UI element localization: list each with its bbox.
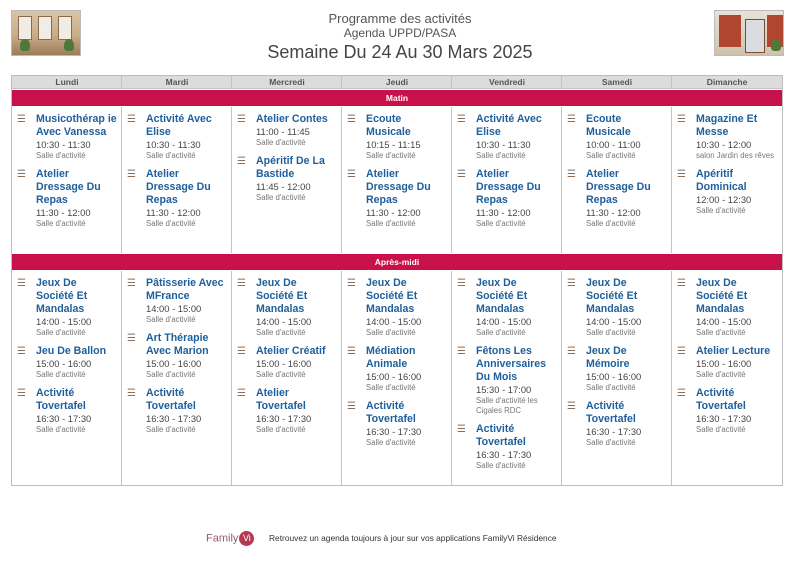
- activity-icon: ☰: [457, 169, 466, 180]
- activity-item[interactable]: [672, 345, 777, 380]
- activity-time: 15:00 - 16:00: [366, 371, 422, 382]
- activity-item[interactable]: [672, 113, 777, 161]
- activity-title: Jeux De Société Et Mandalas: [366, 277, 418, 315]
- activity-icon: ☰: [347, 346, 356, 357]
- activity-time: 14:00 - 15:00: [36, 316, 92, 327]
- morning-cell-vendredi: [452, 107, 561, 236]
- activity-location: Salle d'activité: [146, 219, 196, 228]
- activity-item[interactable]: [12, 387, 117, 435]
- activity-icon: ☰: [567, 401, 576, 412]
- activity-location: Salle d'activité: [586, 151, 636, 160]
- morning-cell-dimanche: [672, 107, 781, 223]
- activity-title: Atelier Tovertafel: [256, 387, 306, 412]
- activity-location: Salle d'activité: [586, 438, 636, 447]
- activity-icon: ☰: [237, 346, 246, 357]
- activity-item[interactable]: [672, 168, 777, 216]
- activity-item[interactable]: [232, 345, 337, 380]
- activity-title: Musicothérap ie Avec Vanessa: [36, 113, 117, 138]
- afternoon-cell-jeudi: [342, 271, 451, 455]
- activity-time: 16:30 - 17:30: [696, 413, 752, 424]
- activity-location: Salle d'activité: [256, 193, 306, 202]
- activity-icon: ☰: [677, 346, 686, 357]
- activity-location: Salle d'activité: [36, 219, 86, 228]
- activity-icon: ☰: [457, 346, 466, 357]
- activity-time: 10:30 - 12:00: [696, 139, 752, 150]
- activity-location: Salle d'activité: [476, 328, 526, 337]
- activity-title: Jeux De Société Et Mandalas: [476, 277, 528, 315]
- activity-time: 15:30 - 17:00: [476, 384, 532, 395]
- activity-location: Salle d'activité: [476, 461, 526, 470]
- activity-time: 16:30 - 17:30: [366, 426, 422, 437]
- activity-item[interactable]: [562, 400, 667, 448]
- activity-location: Salle d'activité: [36, 425, 86, 434]
- activity-time: 16:30 - 17:30: [36, 413, 92, 424]
- activity-icon: ☰: [677, 169, 686, 180]
- activity-time: 11:30 - 12:00: [586, 207, 641, 218]
- activity-item[interactable]: [12, 113, 117, 161]
- activity-icon: ☰: [127, 114, 136, 125]
- activity-title: Atelier Dressage Du Repas: [586, 168, 651, 206]
- activity-icon: ☰: [127, 278, 136, 289]
- column-divider: [341, 76, 342, 89]
- activity-location: Salle d'activité: [366, 219, 416, 228]
- activity-time: 10:30 - 11:30: [146, 139, 201, 150]
- activity-icon: ☰: [567, 278, 576, 289]
- activity-item[interactable]: [562, 345, 667, 393]
- activity-title: Pâtisserie Avec MFrance: [146, 277, 224, 302]
- column-divider: [451, 76, 452, 89]
- activity-time: 16:30 - 17:30: [586, 426, 642, 437]
- activity-icon: ☰: [237, 278, 246, 289]
- activity-title: Jeux De Société Et Mandalas: [36, 277, 88, 315]
- activity-item[interactable]: [12, 277, 117, 338]
- activity-time: 16:30 - 17:30: [256, 413, 312, 424]
- day-header-1: Mardi: [165, 77, 189, 87]
- program-title: Programme des activités: [328, 11, 472, 26]
- activity-item[interactable]: [232, 113, 337, 148]
- band-morning: Matin: [12, 90, 782, 106]
- activity-time: 15:00 - 16:00: [586, 371, 642, 382]
- activity-location: Salle d'activité: [146, 315, 196, 324]
- activity-title: Ecoute Musicale: [586, 113, 631, 138]
- activity-title: Activité Tovertafel: [36, 387, 86, 412]
- activity-location: Salle d'activité: [366, 383, 416, 392]
- afternoon-cell-dimanche: [672, 271, 781, 442]
- activity-icon: ☰: [347, 114, 356, 125]
- day-header-3: Jeudi: [385, 77, 409, 87]
- activity-location: Salle d'activité: [256, 328, 306, 337]
- activity-item[interactable]: [562, 168, 667, 229]
- activity-icon: ☰: [457, 278, 466, 289]
- activity-icon: ☰: [677, 388, 686, 399]
- activity-title: Jeux De Société Et Mandalas: [696, 277, 748, 315]
- activity-time: 11:30 - 12:00: [476, 207, 531, 218]
- activity-location: salon Jardin des rêves: [696, 151, 775, 160]
- activity-item[interactable]: [452, 345, 557, 416]
- activity-title: Activité Tovertafel: [366, 400, 416, 425]
- familyvi-logo: Family Vi: [206, 531, 254, 546]
- activity-location: Salle d'activité: [256, 425, 306, 434]
- day-header-5: Samedi: [601, 77, 633, 87]
- activity-item[interactable]: [122, 168, 227, 229]
- activity-title: Atelier Contes: [256, 113, 328, 125]
- activity-item[interactable]: [342, 113, 447, 161]
- afternoon-cell-mardi: [122, 271, 231, 442]
- activity-title: Atelier Dressage Du Repas: [366, 168, 431, 206]
- activity-item[interactable]: [122, 113, 227, 161]
- activity-location: Salle d'activité: [696, 328, 746, 337]
- morning-cell-jeudi: [342, 107, 451, 236]
- activity-icon: ☰: [677, 278, 686, 289]
- activity-location: Salle d'activité: [696, 206, 746, 215]
- column-divider: [671, 76, 672, 89]
- activity-icon: ☰: [457, 424, 466, 435]
- activity-icon: ☰: [567, 114, 576, 125]
- activity-item[interactable]: [452, 277, 557, 338]
- activity-location: Salle d'activité: [586, 383, 636, 392]
- day-header-row: [12, 76, 782, 89]
- activity-icon: ☰: [17, 388, 26, 399]
- activity-title: Activité Tovertafel: [586, 400, 636, 425]
- activity-time: 10:30 - 11:30: [36, 139, 91, 150]
- activity-icon: ☰: [17, 169, 26, 180]
- activity-icon: ☰: [567, 346, 576, 357]
- activity-location: Salle d'activité: [146, 425, 196, 434]
- activity-title: Activité Avec Elise: [476, 113, 542, 138]
- schedule-grid: [11, 75, 783, 486]
- afternoon-cell-lundi: [12, 271, 121, 442]
- activity-item[interactable]: [122, 277, 227, 325]
- activity-item[interactable]: [672, 387, 777, 435]
- activity-title: Jeux De Société Et Mandalas: [256, 277, 308, 315]
- day-header-6: Dimanche: [706, 77, 748, 87]
- activity-time: 12:00 - 12:30: [696, 194, 752, 205]
- activity-time: 15:00 - 16:00: [696, 358, 752, 369]
- activity-item[interactable]: [12, 168, 117, 229]
- activity-time: 16:30 - 17:30: [146, 413, 202, 424]
- activity-icon: ☰: [237, 156, 246, 167]
- activity-time: 14:00 - 15:00: [366, 316, 422, 327]
- activity-location: Salle d'activité: [476, 219, 526, 228]
- activity-item[interactable]: [342, 168, 447, 229]
- activity-time: 15:00 - 16:00: [256, 358, 312, 369]
- activity-item[interactable]: [562, 113, 667, 161]
- activity-title: Jeu De Ballon: [36, 345, 107, 357]
- activity-item[interactable]: [232, 277, 337, 338]
- activity-title: Activité Tovertafel: [476, 423, 526, 448]
- activity-location: Salle d'activité les Cigales RDC: [476, 396, 538, 415]
- activity-location: Salle d'activité: [696, 425, 746, 434]
- activity-location: Salle d'activité: [366, 328, 416, 337]
- day-header-0: Lundi: [55, 77, 79, 87]
- afternoon-cell-mercredi: [232, 271, 341, 442]
- activity-time: 16:30 - 17:30: [476, 449, 532, 460]
- activity-title: Activité Tovertafel: [146, 387, 196, 412]
- activity-title: Activité Tovertafel: [696, 387, 746, 412]
- activity-location: Salle d'activité: [256, 370, 306, 379]
- heart-icon: Vi: [239, 531, 254, 546]
- activity-item[interactable]: [562, 277, 667, 338]
- column-divider: [561, 76, 562, 89]
- activity-icon: ☰: [347, 278, 356, 289]
- activity-time: 11:00 - 11:45: [256, 126, 310, 137]
- activity-item[interactable]: [452, 113, 557, 161]
- activity-time: 14:00 - 15:00: [696, 316, 752, 327]
- morning-cell-mardi: [122, 107, 231, 236]
- activity-title: Apéritif Dominical: [696, 168, 747, 193]
- activity-item[interactable]: [12, 345, 117, 380]
- activity-location: Salle d'activité: [366, 438, 416, 447]
- activity-title: Médiation Animale: [366, 345, 416, 370]
- activity-location: Salle d'activité: [36, 370, 86, 379]
- activity-location: Salle d'activité: [256, 138, 306, 147]
- morning-cell-samedi: [562, 107, 671, 236]
- footer: [0, 528, 800, 548]
- activity-title: Jeux De Mémoire: [586, 345, 630, 370]
- activity-location: Salle d'activité: [146, 370, 196, 379]
- activity-icon: ☰: [17, 114, 26, 125]
- band-afternoon: Après-midi: [12, 254, 782, 270]
- activity-icon: ☰: [677, 114, 686, 125]
- activity-icon: ☰: [237, 114, 246, 125]
- activity-time: 11:30 - 12:00: [366, 207, 421, 218]
- activity-location: Salle d'activité: [586, 328, 636, 337]
- day-header-2: Mercredi: [269, 77, 305, 87]
- column-divider: [231, 76, 232, 89]
- activity-title: Ecoute Musicale: [366, 113, 411, 138]
- activity-icon: ☰: [567, 169, 576, 180]
- activity-item[interactable]: [232, 155, 337, 203]
- activity-location: Salle d'activité: [696, 370, 746, 379]
- activity-title: Apéritif De La Bastide: [256, 155, 325, 180]
- activity-title: Jeux De Société Et Mandalas: [586, 277, 638, 315]
- activity-time: 14:00 - 15:00: [476, 316, 532, 327]
- activity-title: Activité Avec Elise: [146, 113, 212, 138]
- activity-time: 10:30 - 11:30: [476, 139, 531, 150]
- activity-time: 10:15 - 11:15: [366, 139, 421, 150]
- activity-title: Atelier Dressage Du Repas: [476, 168, 541, 206]
- activity-title: Atelier Dressage Du Repas: [36, 168, 101, 206]
- activity-item[interactable]: [672, 277, 777, 338]
- footer-text: Retrouvez un agenda toujours à jour sur vos applications FamilyVi Résidence: [269, 533, 557, 543]
- morning-cell-mercredi: [232, 107, 341, 210]
- activity-location: Salle d'activité: [586, 219, 636, 228]
- activity-location: Salle d'activité: [146, 151, 196, 160]
- activity-icon: ☰: [127, 169, 136, 180]
- activity-location: Salle d'activité: [36, 151, 86, 160]
- activity-item[interactable]: [122, 387, 227, 435]
- activity-location: Salle d'activité: [36, 328, 86, 337]
- activity-title: Art Thérapie Avec Marion: [146, 332, 209, 357]
- activity-title: Magazine Et Messe: [696, 113, 758, 138]
- activity-location: Salle d'activité: [366, 151, 416, 160]
- activity-icon: ☰: [17, 278, 26, 289]
- activity-time: 14:00 - 15:00: [256, 316, 312, 327]
- activity-icon: ☰: [457, 114, 466, 125]
- activity-item[interactable]: [342, 400, 447, 448]
- activity-item[interactable]: [232, 387, 337, 435]
- activity-time: 11:45 - 12:00: [256, 181, 311, 192]
- column-divider: [121, 76, 122, 89]
- activity-icon: ☰: [237, 388, 246, 399]
- activity-time: 15:00 - 16:00: [36, 358, 92, 369]
- activity-title: Atelier Dressage Du Repas: [146, 168, 211, 206]
- activity-time: 15:00 - 16:00: [146, 358, 202, 369]
- activity-time: 14:00 - 15:00: [146, 303, 202, 314]
- activity-time: 11:30 - 12:00: [146, 207, 201, 218]
- week-title: Semaine Du 24 Au 30 Mars 2025: [267, 42, 533, 62]
- agenda-subtitle: Agenda UPPD/PASA: [343, 26, 457, 40]
- activity-time: 14:00 - 15:00: [586, 316, 642, 327]
- activity-item[interactable]: [452, 168, 557, 229]
- activity-title: Atelier Créatif: [256, 345, 326, 357]
- day-header-4: Vendredi: [489, 77, 525, 87]
- morning-cell-lundi: [12, 107, 121, 236]
- activity-item[interactable]: [122, 332, 227, 380]
- activity-item[interactable]: [342, 345, 447, 393]
- activity-title: Atelier Lecture: [696, 345, 771, 357]
- activity-location: Salle d'activité: [476, 151, 526, 160]
- activity-icon: ☰: [127, 333, 136, 344]
- activity-item[interactable]: [452, 423, 557, 471]
- activity-time: 11:30 - 12:00: [36, 207, 91, 218]
- activity-icon: ☰: [127, 388, 136, 399]
- activity-icon: ☰: [17, 346, 26, 357]
- afternoon-cell-vendredi: [452, 271, 561, 478]
- activity-title: Fêtons Les Anniversaires Du Mois: [476, 345, 547, 383]
- activity-icon: ☰: [347, 169, 356, 180]
- activity-time: 10:00 - 11:00: [586, 139, 641, 150]
- activity-icon: ☰: [347, 401, 356, 412]
- activity-item[interactable]: [342, 277, 447, 338]
- afternoon-cell-samedi: [562, 271, 671, 455]
